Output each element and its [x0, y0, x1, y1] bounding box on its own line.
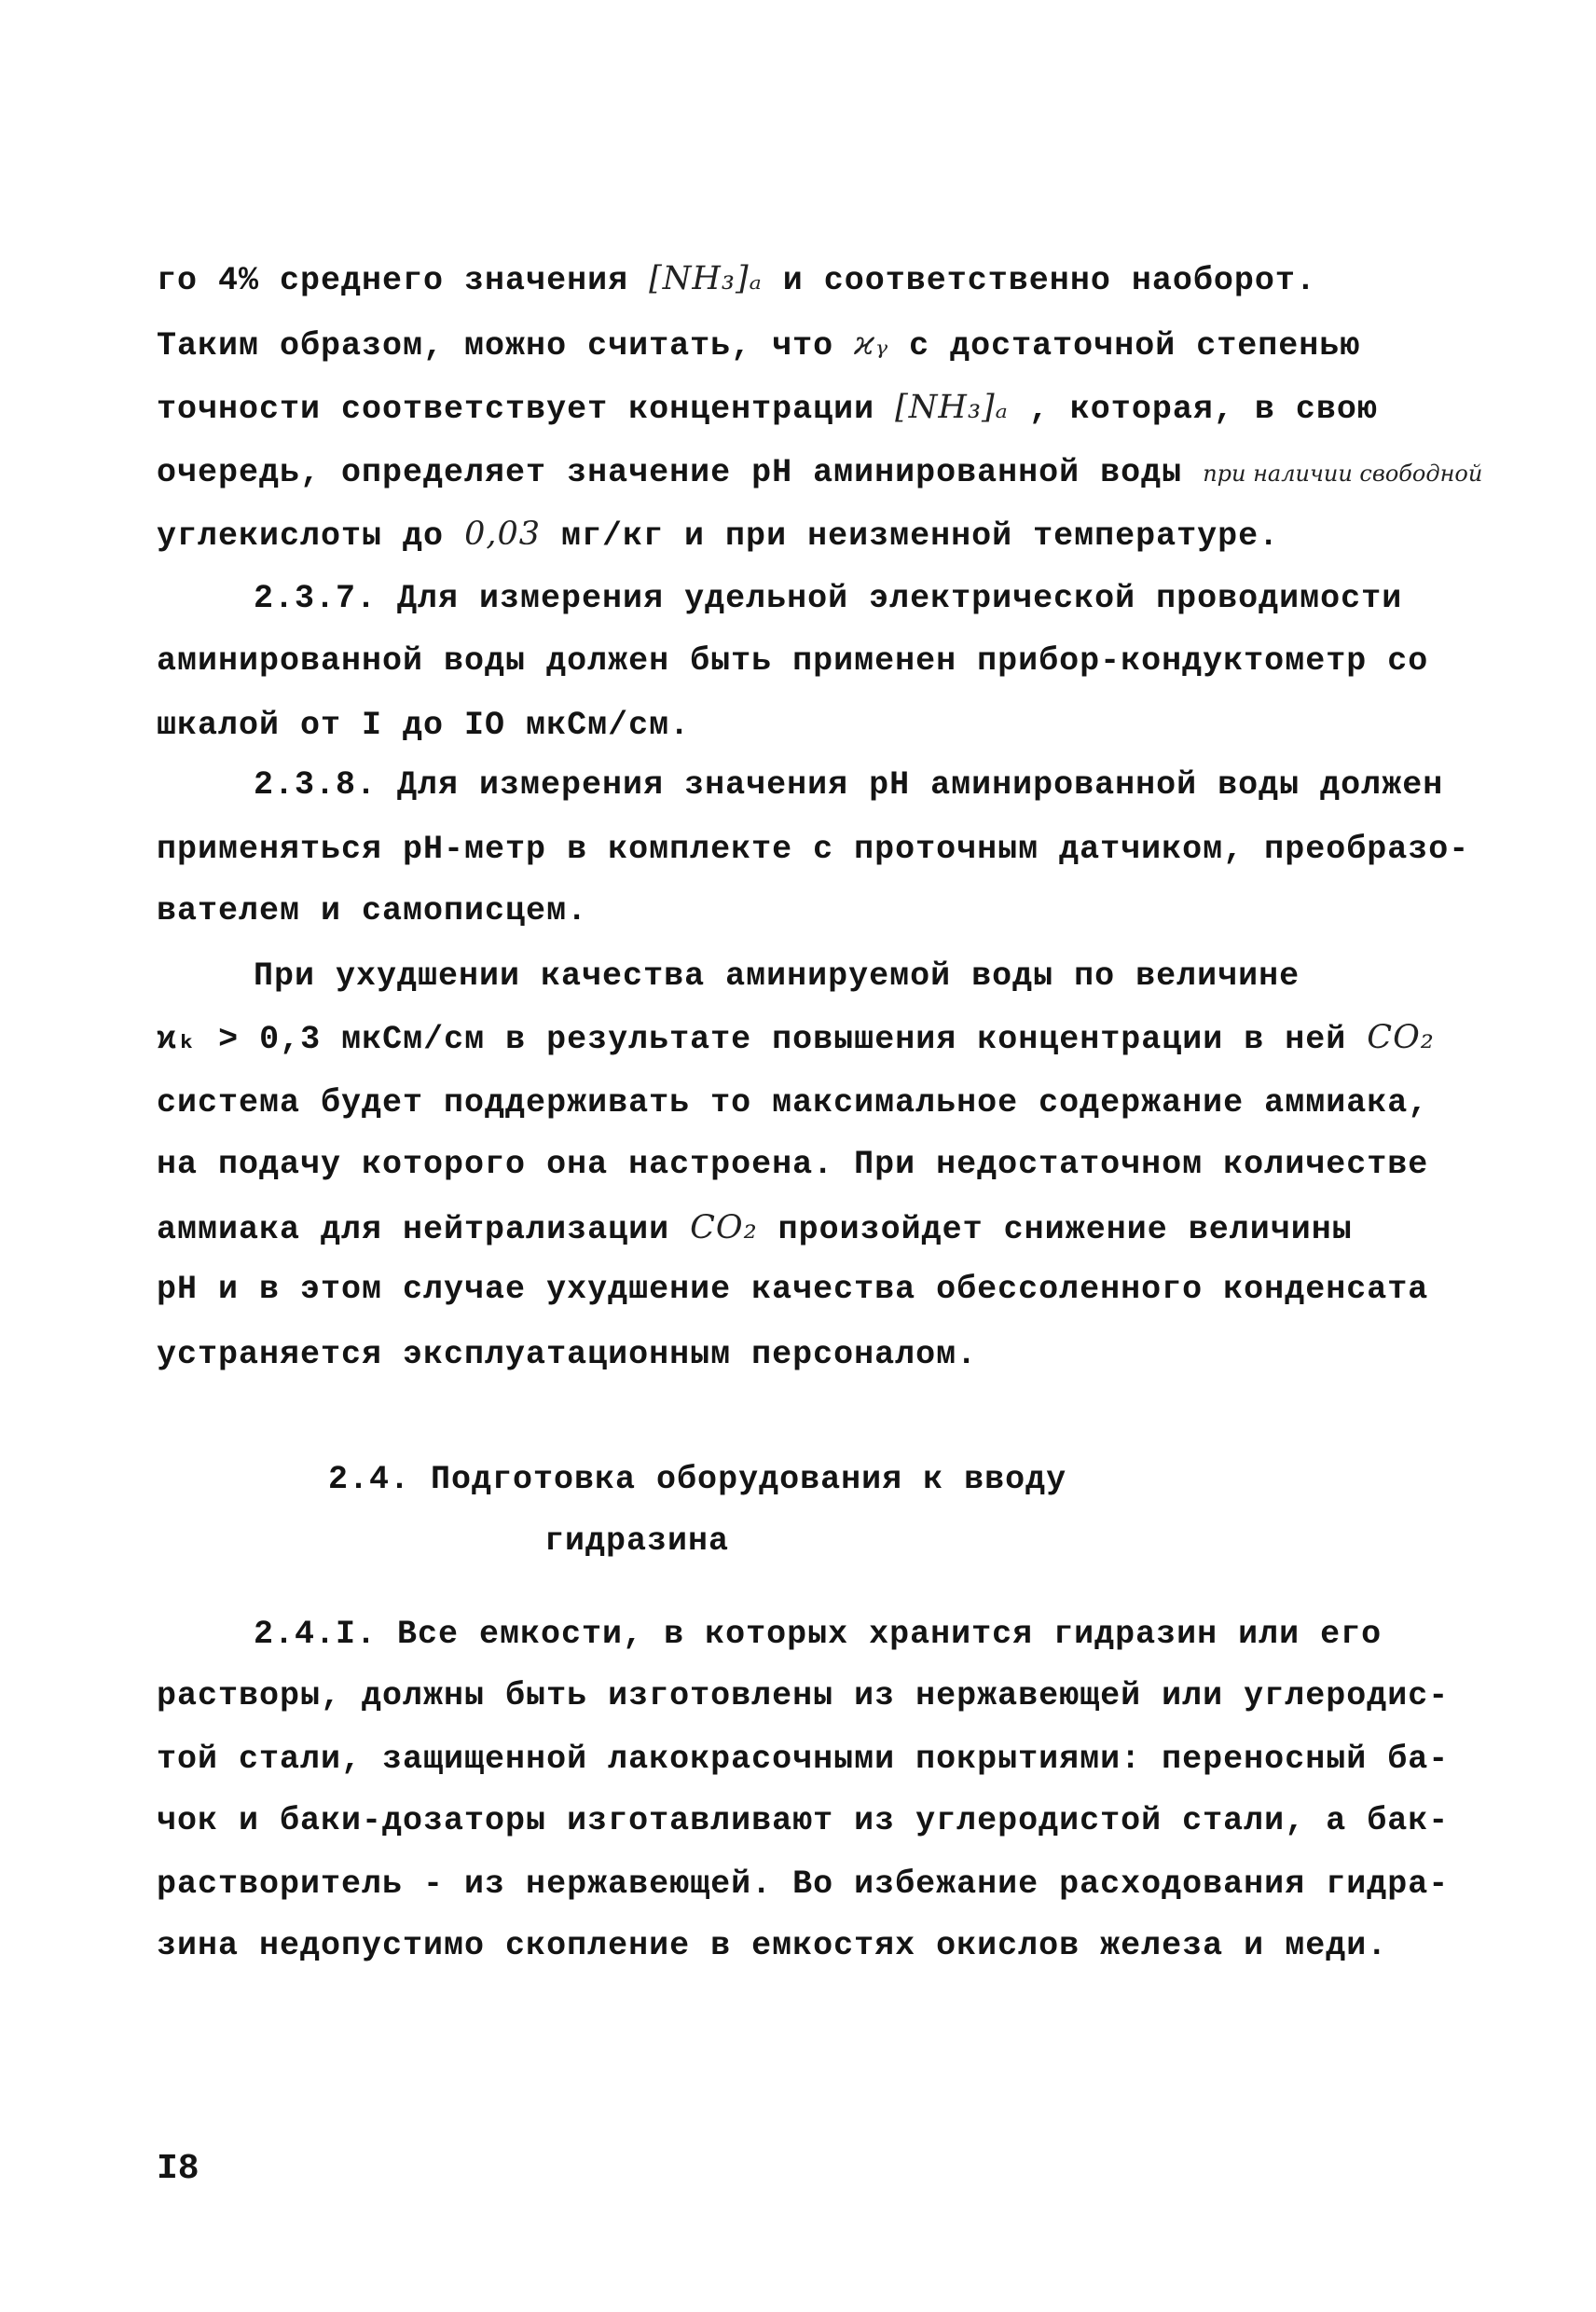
text-span: Таким образом, можно считать, что	[157, 327, 834, 365]
text-line	[157, 389, 1378, 428]
handwritten-formula: CO₂	[690, 1209, 758, 1246]
paragraph-241-line: растворитель - из нержавеющей. Во избежание расходования гидра-	[157, 1865, 1450, 1903]
handwritten-formula: CO₂	[1367, 1019, 1435, 1056]
text-line: система будет поддерживать то максимальное содержание аммиака,	[157, 1084, 1429, 1122]
handwritten-number: 0,03	[464, 516, 542, 553]
paragraph-241-line: зина недопустимо скопление в емкостях окислов железа и меди.	[157, 1927, 1388, 1964]
text-span: очередь, определяет значение pH аминированной воды	[157, 454, 1183, 491]
text-line	[157, 1209, 1353, 1248]
text-line	[157, 454, 1483, 491]
text-span: го 4% среднего значения	[157, 262, 629, 299]
text-span: и соответственно наоборот.	[782, 262, 1316, 299]
paragraph-238-line: применяться pH-метр в комплекте с проточным датчиком, преобразо-	[157, 831, 1470, 868]
text-line: на подачу которого она настроена. При недостаточном количестве	[157, 1146, 1429, 1183]
text-span: углекислоты до	[157, 517, 445, 555]
text-span: аммиака для нейтрализации	[157, 1211, 670, 1248]
paragraph-241-line: 2.4.I. Все емкости, в которых хранится гидразин или его	[254, 1616, 1383, 1653]
text-line: pH и в этом случае ухудшение качества обессоленного конденсата	[157, 1271, 1429, 1308]
handwritten-symbol: ϰᵧ	[854, 325, 889, 363]
text-line	[157, 260, 1316, 299]
text-line	[157, 1019, 1435, 1058]
paragraph-237-line: 2.3.7. Для измерения удельной электрической проводимости	[254, 580, 1403, 617]
section-heading-continued: гидразина	[544, 1522, 730, 1560]
text-line	[157, 518, 1279, 553]
text-span: мг/кг и при неизменной температуре.	[561, 517, 1280, 555]
paragraph-241-line: той стали, защищенной лакокрасочными покрытиями: переносный ба-	[157, 1741, 1450, 1778]
handwritten-formula: [NH₃]ₐ	[649, 260, 763, 297]
paragraph-241-line: растворы, должны быть изготовлены из нержавеющей или углеродис-	[157, 1677, 1450, 1714]
text-span: ϰₖ > 0,3 мкСм/см в результате повышения концентрации в ней	[157, 1021, 1347, 1058]
paragraph-237-line: аминированной воды должен быть применен прибор-кондуктометр со	[157, 642, 1429, 680]
text-span: точности соответствует концентрации	[157, 391, 875, 428]
text-line: устраняется эксплуатационным персоналом.	[157, 1336, 978, 1373]
handwritten-note: при наличии свободной	[1203, 461, 1483, 487]
section-heading: 2.4. Подготовка оборудования к вводу	[328, 1461, 1067, 1498]
paragraph-237-line: шкалой от I до IO мкСм/см.	[157, 707, 691, 744]
text-line: При ухудшении качества аминируемой воды по величине	[254, 957, 1300, 995]
text-span: произойдет снижение величины	[777, 1211, 1353, 1248]
paragraph-238-line: вателем и самописцем.	[157, 892, 588, 929]
text-line	[157, 325, 1361, 365]
handwritten-formula: [NH₃]ₐ	[895, 389, 1009, 426]
page-number: I8	[157, 2149, 200, 2189]
text-span: с достаточной степенью	[909, 327, 1361, 365]
paragraph-238-line: 2.3.8. Для измерения значения pH аминированной воды должен	[254, 766, 1444, 804]
paragraph-241-line: чок и баки-дозаторы изготавливают из углеродистой стали, а бак-	[157, 1802, 1450, 1839]
text-span: , которая, в свою	[1028, 391, 1378, 428]
